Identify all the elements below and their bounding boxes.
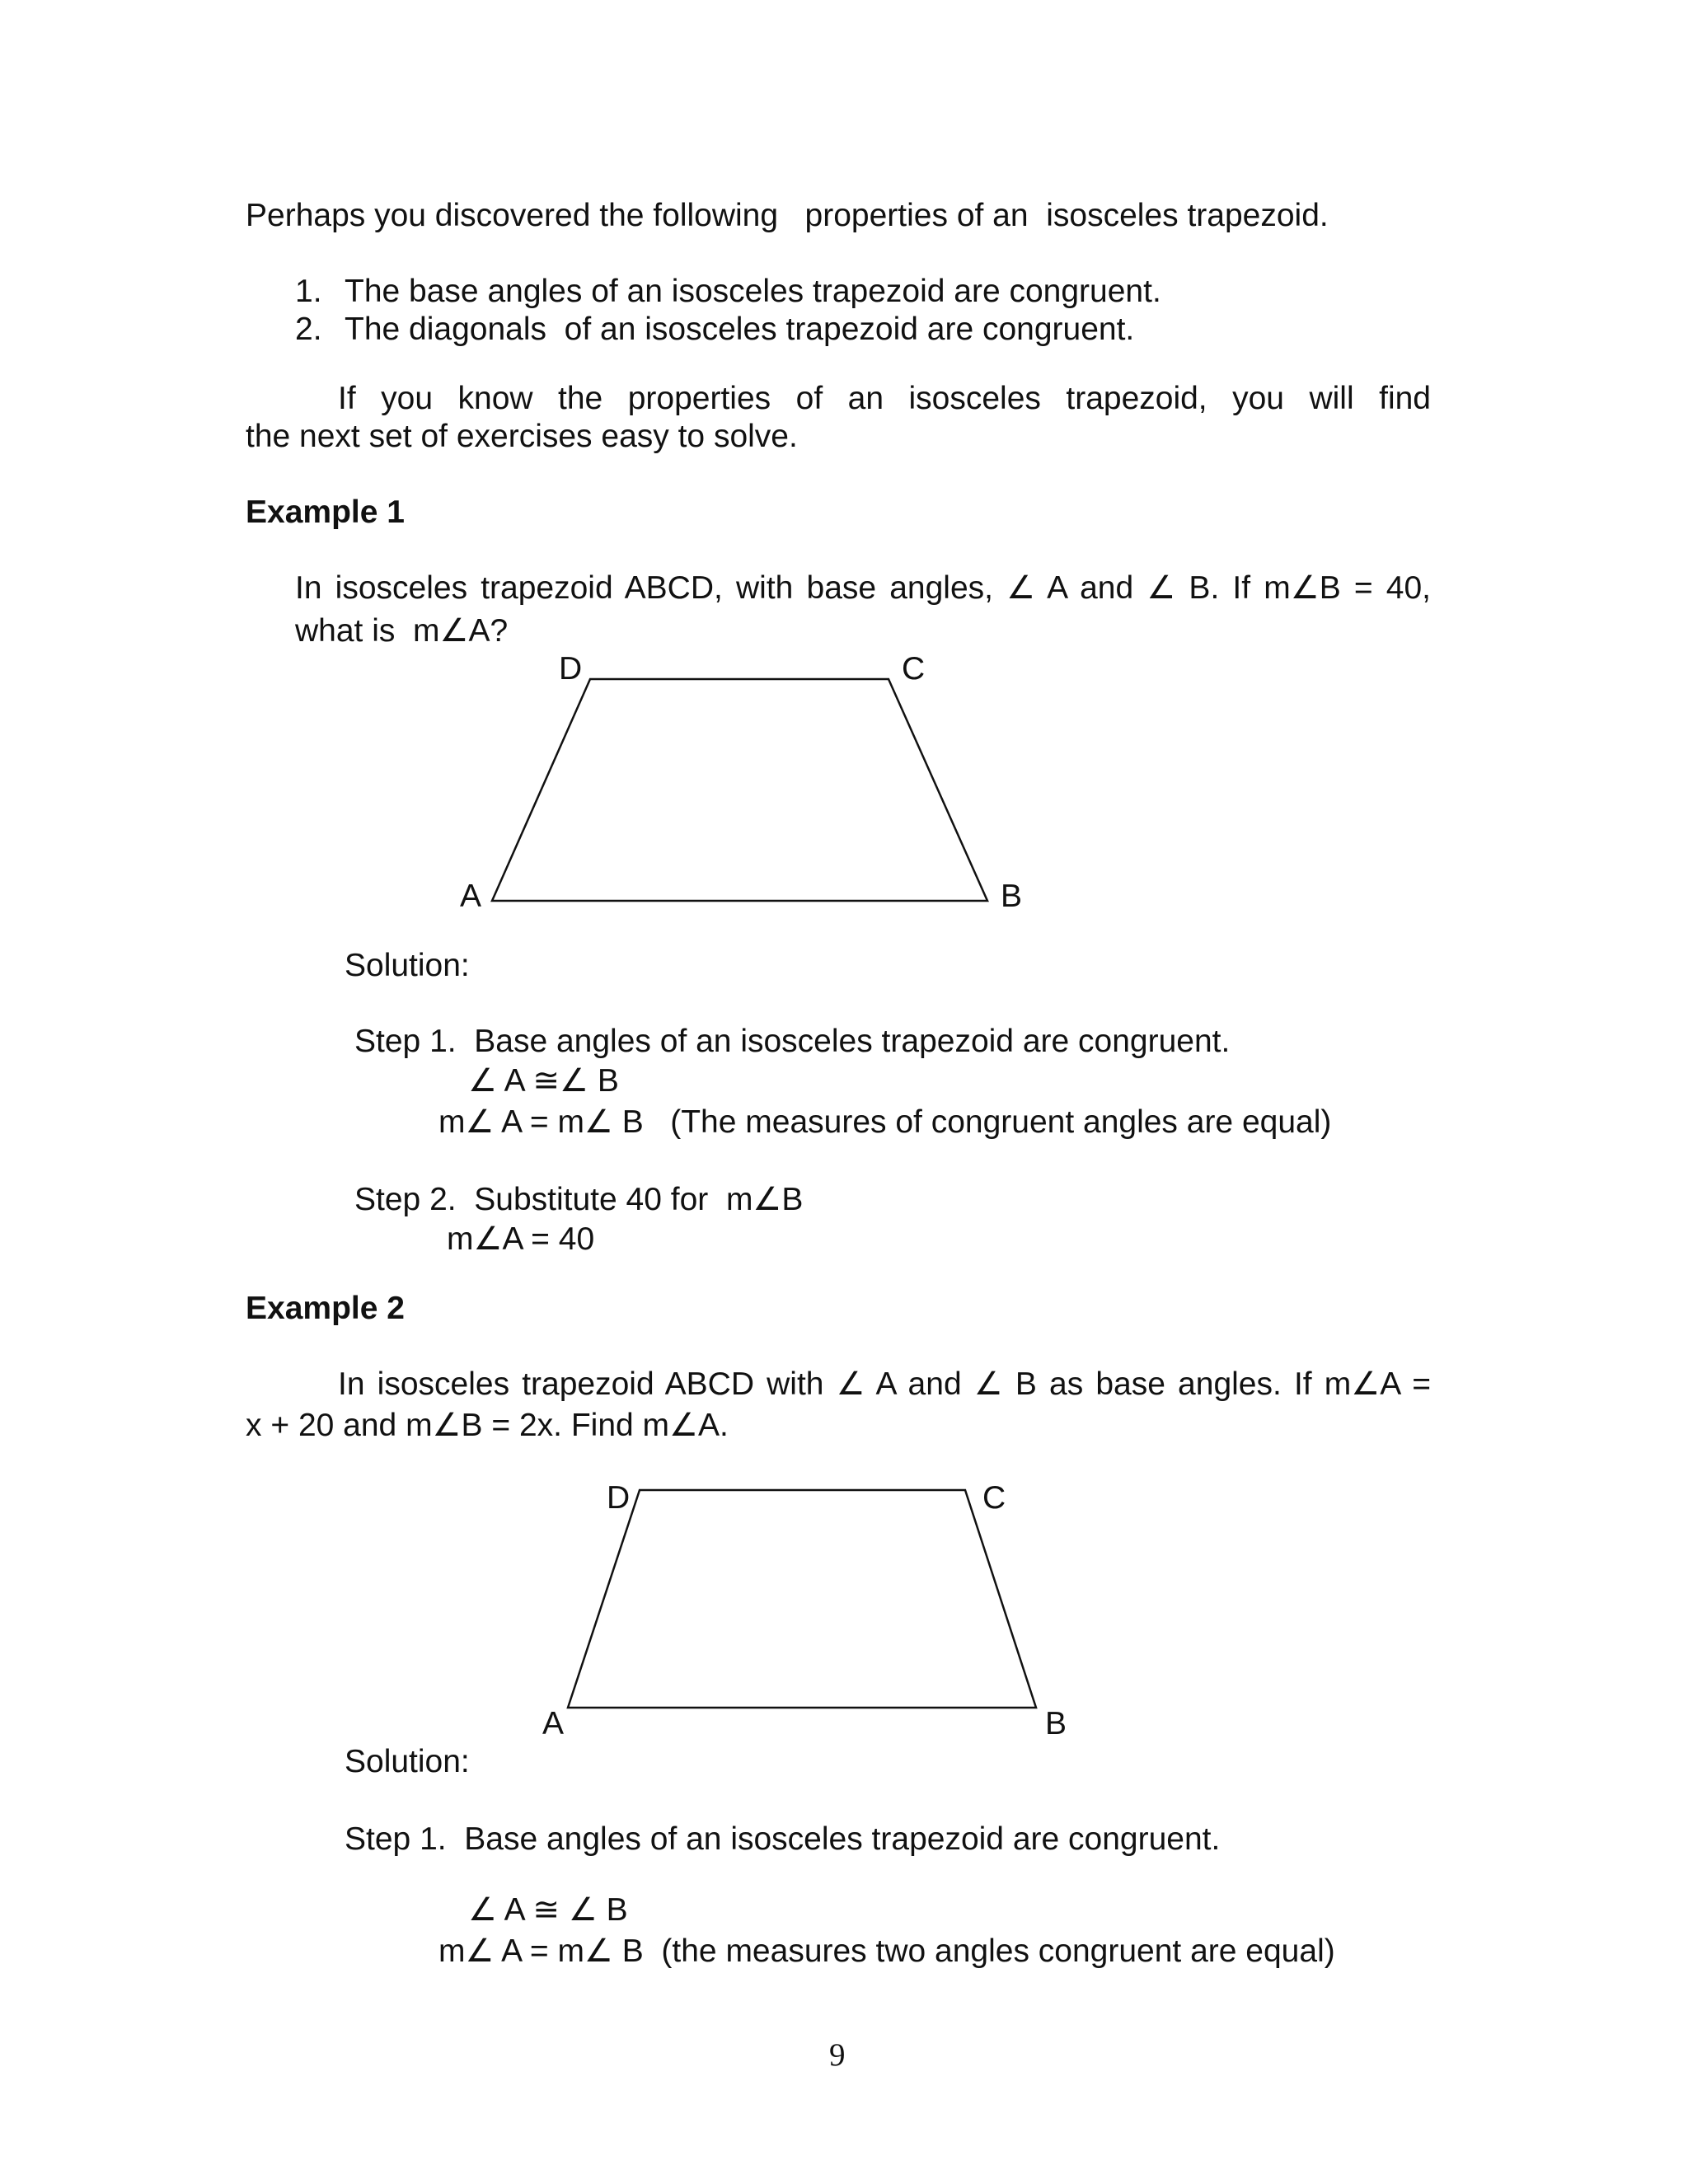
example-2-step-1: Step 1. Base angles of an isosceles trapezoid are congruent. xyxy=(345,1821,1221,1857)
page-number: 9 xyxy=(829,2037,846,2073)
property-number-2: 2. xyxy=(295,312,322,347)
example-2-vertex-d: D xyxy=(607,1480,631,1516)
example-1-step-1-equation: m∠ A = m∠ B (The measures of congruent angles are equal) xyxy=(438,1104,1332,1140)
example-1-vertex-c: C xyxy=(902,651,926,687)
example-2-solution-label: Solution: xyxy=(345,1744,470,1779)
example-1-problem-line-2: what is m∠A? xyxy=(295,613,509,649)
example-1-vertex-a: A xyxy=(460,879,482,914)
example-1-step-1: Step 1. Base angles of an isosceles trapezoid are congruent. xyxy=(354,1024,1231,1059)
example-1-step-2: Step 2. Substitute 40 for m∠B xyxy=(354,1182,804,1217)
example-1-step-2-result: m∠A = 40 xyxy=(447,1221,595,1257)
example-2-step-1-congruence: ∠ A ≅ ∠ B xyxy=(468,1892,628,1928)
example-2-vertex-c: C xyxy=(982,1480,1006,1516)
example-2-vertex-a: A xyxy=(542,1706,565,1741)
example-2-problem-line-2: x + 20 and m∠B = 2x. Find m∠A. xyxy=(246,1408,729,1443)
example-1-step-1-congruence: ∠ A ≅∠ B xyxy=(468,1063,619,1099)
example-2-vertex-b: B xyxy=(1045,1706,1067,1741)
example-2-trapezoid xyxy=(568,1490,1036,1708)
example-1-vertex-b: B xyxy=(1001,879,1023,914)
intro-text: Perhaps you discovered the following properties of an isosceles trapezoid. xyxy=(246,198,1329,233)
example-1-problem-line-1: In isosceles trapezoid ABCD, with base angles, ∠ A and ∠ B. If m∠B = 40, xyxy=(295,570,1431,606)
example-1-vertex-d: D xyxy=(559,651,583,687)
property-text-2: The diagonals of an isosceles trapezoid are congruent. xyxy=(345,312,1135,347)
example-1-solution-label: Solution: xyxy=(345,948,470,983)
property-text-1: The base angles of an isosceles trapezoid are congruent. xyxy=(345,274,1161,309)
property-number-1: 1. xyxy=(295,274,322,309)
example-2-heading: Example 2 xyxy=(246,1291,405,1326)
paragraph-line-1: If you know the properties of an isosceles trapezoid, you will find xyxy=(338,381,1431,416)
paragraph-line-2: the next set of exercises easy to solve. xyxy=(246,419,798,454)
example-1-heading: Example 1 xyxy=(246,494,405,530)
example-2-step-1-equation: m∠ A = m∠ B (the measures two angles congruent are equal) xyxy=(438,1933,1335,1969)
example-2-problem-line-1: In isosceles trapezoid ABCD with ∠ A and ∠ B as base angles. If m∠A = xyxy=(338,1366,1431,1402)
